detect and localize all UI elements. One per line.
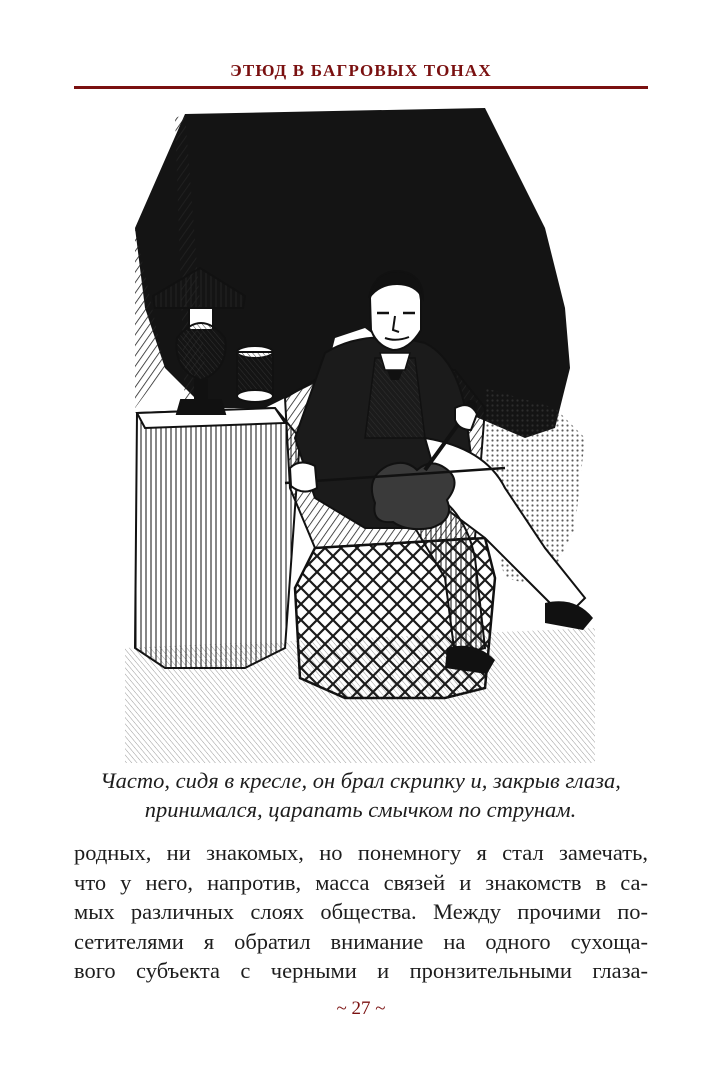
body-line: родных, ни знакомых, но понемногу я стал замечать, bbox=[74, 840, 648, 865]
caption-line: принимался, царапать смычком по струнам. bbox=[144, 797, 577, 822]
table-cloth bbox=[135, 408, 300, 668]
page-number: ~ 27 ~ bbox=[336, 998, 386, 1019]
body-line: что у него, напротив, масса связей и знакомств в са- bbox=[74, 869, 648, 895]
body-line: вого субъекта с черными и пронзительными глаза- bbox=[74, 958, 648, 983]
jar bbox=[237, 346, 273, 402]
illustration-caption bbox=[60, 766, 661, 824]
violinist-illustration bbox=[125, 108, 595, 763]
header-rule bbox=[74, 86, 648, 89]
body-line: сетителями я обратил внимание на одного сухоща- bbox=[74, 928, 648, 954]
body-paragraph bbox=[74, 838, 648, 986]
man-hand-left bbox=[290, 462, 317, 491]
body-line: мых различных слоях общества. Между прочими по- bbox=[74, 899, 648, 924]
man-head bbox=[369, 271, 423, 350]
running-header: ЭТЮД В БАГРОВЫХ ТОНАХ bbox=[230, 61, 492, 80]
caption-line: Часто, сидя в кресле, он брал скрипку и, закрыв глаза, bbox=[100, 768, 621, 793]
